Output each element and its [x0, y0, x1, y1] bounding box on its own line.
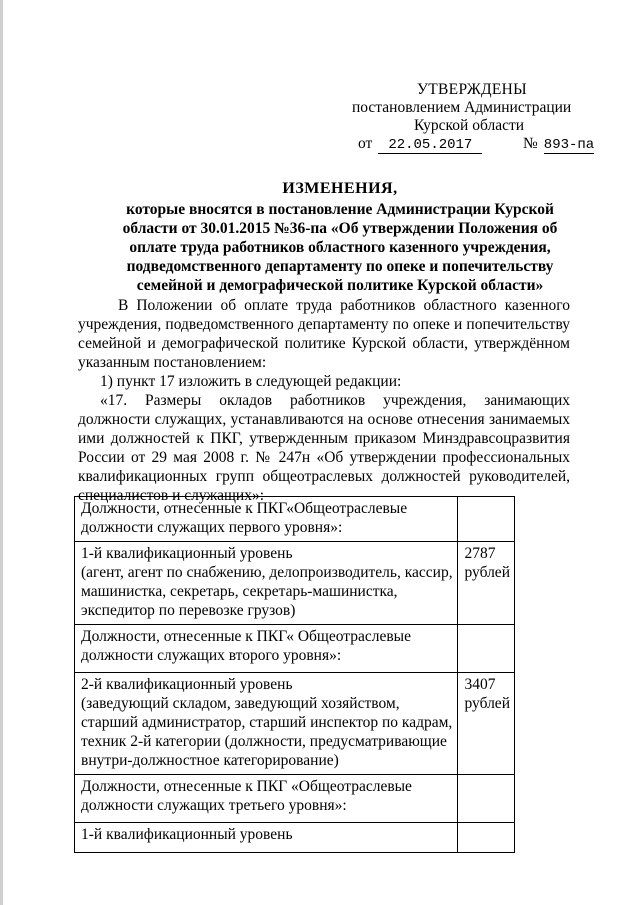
- amount-unit: рублей: [464, 695, 510, 712]
- amount-value: 3407: [464, 676, 496, 693]
- heading-line: которые вносятся в постановление Администрации Курской: [126, 201, 554, 218]
- amount-cell: [458, 625, 515, 673]
- level-cell: [75, 673, 458, 775]
- approval-date-line: [358, 135, 482, 154]
- amount-value: 2787: [464, 545, 496, 562]
- table-row: [75, 542, 515, 625]
- heading-line: оплате труда работников областного казенного учреждения,: [129, 239, 551, 256]
- category-cell: Должности, отнесенные к ПКГ« Общеотраслевые должности служащих второго уровня»:: [75, 625, 458, 673]
- level-label: 1-й квалификационный уровень: [81, 545, 293, 562]
- heading-line: области от 30.01.2015 №36-па «Об утверждении Положения об: [122, 220, 558, 237]
- level-cell: [75, 542, 458, 625]
- table-row: [75, 775, 515, 823]
- table-row: [75, 673, 515, 775]
- amount-cell: [458, 542, 515, 625]
- approval-title: УТВЕРЖДЕНЫ: [417, 81, 527, 98]
- approval-number-line: [523, 135, 594, 154]
- approval-number: 893-па: [543, 137, 595, 153]
- item-17-paragraph: «17. Размеры окладов работников учреждения, занимающих должности служащих, устанавливаются на основе отнесения занимаемых ими должностей к ПКГ, утвержденным приказом Минздравсоцразвития России от 29 мая 2008 г. № 247н «Об утверждении профессиональных квалификационных групп общеотраслевых должностей руководителей, специалистов и служащих»:: [78, 392, 570, 504]
- intro-paragraph: В Положении об оплате труда работников областного казенного учреждения, подведомственного департаменту по опеке и попечительству семейной и демографической политике Курской области, утверждённом указанным постановлением:: [78, 297, 570, 371]
- salary-table: [74, 496, 515, 853]
- amount-cell: [458, 823, 515, 853]
- approval-date: 22.05.2017: [378, 138, 482, 154]
- document-body: [78, 296, 570, 505]
- category-cell: Должности, отнесенные к ПКГ «Общеотраслевые должности служащих третьего уровня»:: [75, 775, 458, 823]
- table-row: [75, 625, 515, 673]
- amount-unit: рублей: [464, 564, 510, 581]
- approval-number-prefix: №: [523, 135, 538, 152]
- item-1-paragraph: 1) пункт 17 изложить в следующей редакции:: [100, 373, 402, 390]
- level-positions: (агент, агент по снабжению, делопроизводитель, кассир, машинистка, секретарь, секретарь-машинистка, экспедитор по перевозке грузов): [81, 564, 453, 619]
- amount-cell: [458, 775, 515, 823]
- level-positions: (заведующий складом, заведующий хозяйством, старший администратор, старший инспектор по кадрам, техник 2-й категории (должности, предусматривающие внутри-должностное категорирование): [81, 695, 453, 769]
- table-row: [75, 823, 515, 853]
- heading-line: семейной и демографической политике Курской области»: [136, 277, 544, 294]
- approval-region: Курской области: [414, 117, 525, 134]
- level-label: 2-й квалификационный уровень: [81, 676, 293, 693]
- category-cell: Должности, отнесенные к ПКГ«Общеотраслевые должности служащих первого уровня»:: [75, 497, 458, 542]
- approval-by: постановлением Администрации: [352, 99, 572, 116]
- approval-stamp: [0, 0, 640, 160]
- amount-cell: [458, 673, 515, 775]
- heading-line: подведомственного департаменту по опеке и попечительству: [126, 258, 554, 275]
- level-cell: 1-й квалификационный уровень: [75, 823, 458, 853]
- amount-cell: [458, 497, 515, 542]
- document-title: ИЗМЕНЕНИЯ,: [282, 180, 398, 197]
- approval-date-prefix: от: [358, 135, 373, 152]
- table-row: [75, 497, 515, 542]
- document-heading: [60, 179, 620, 295]
